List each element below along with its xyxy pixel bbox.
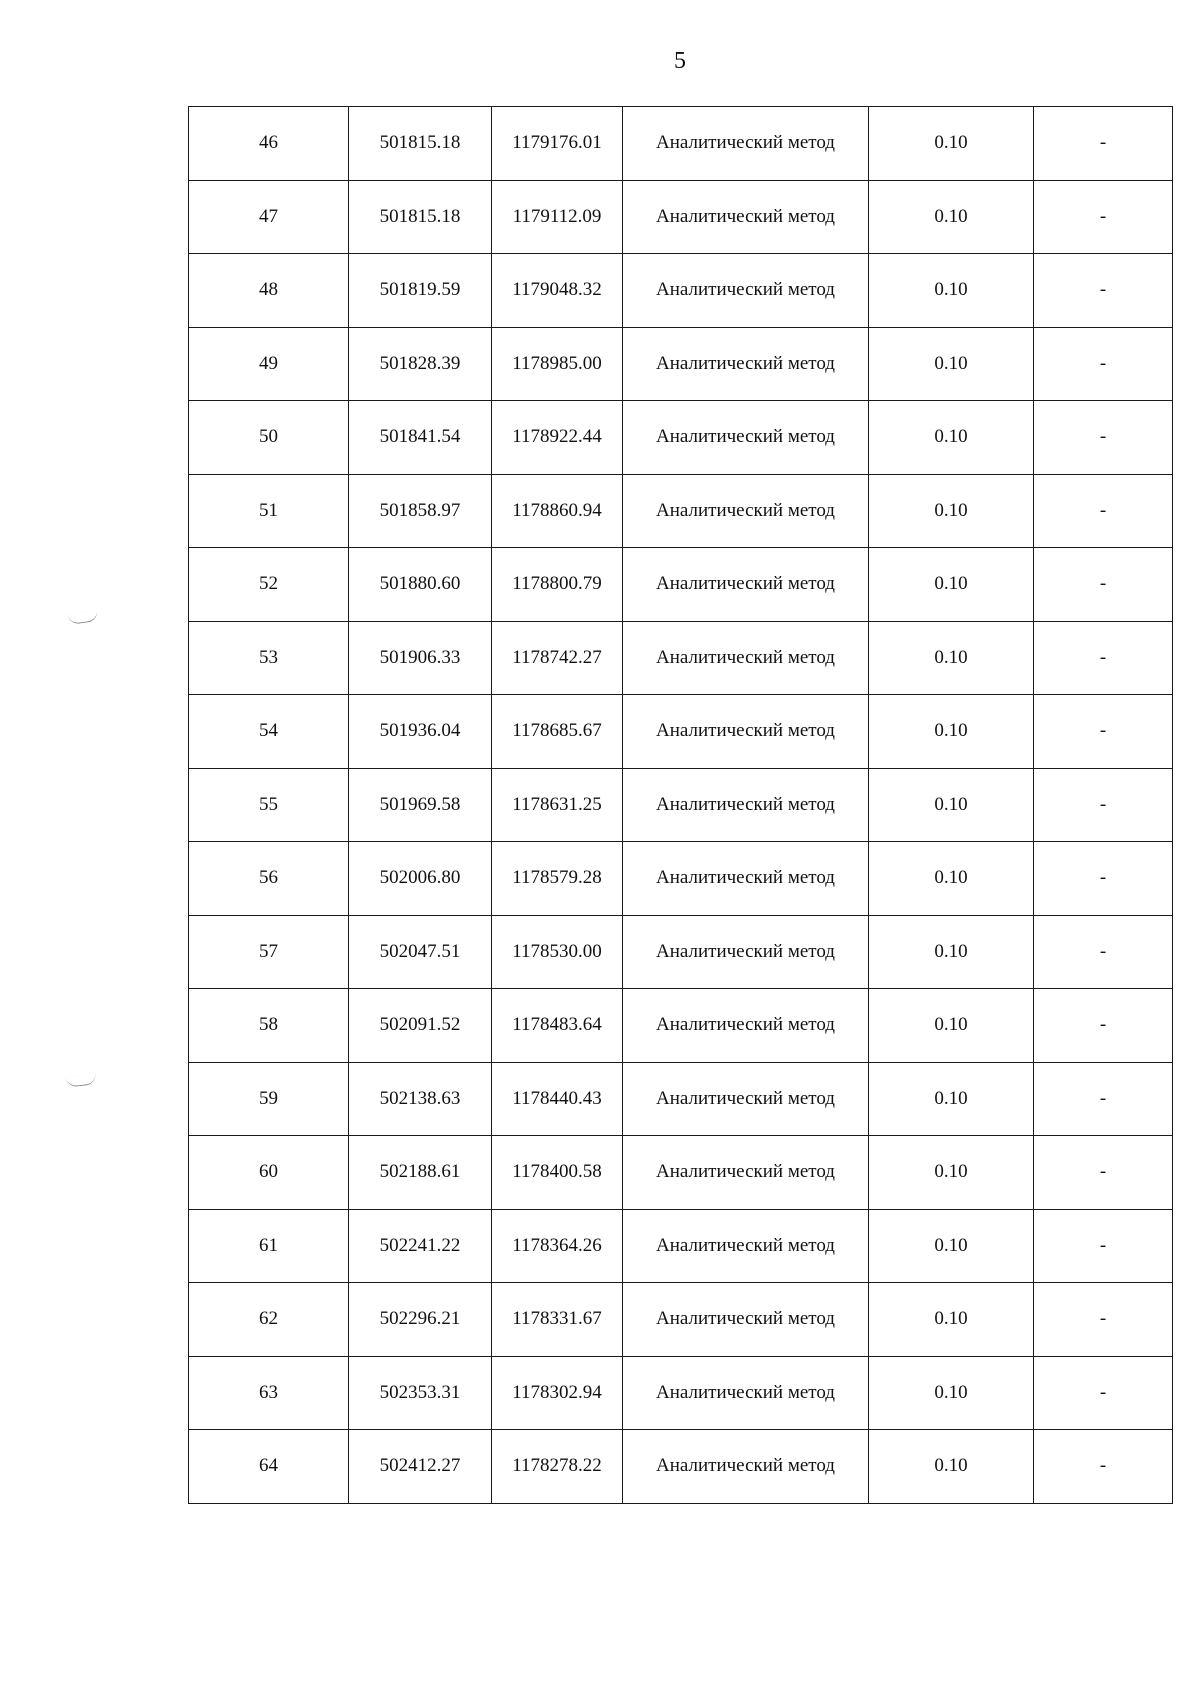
y-coordinate-cell: 1178631.25 xyxy=(492,768,623,842)
table-row xyxy=(189,1209,1173,1283)
accuracy-cell: 0.10 xyxy=(869,695,1034,769)
note-cell: - xyxy=(1034,107,1173,181)
table-row xyxy=(189,474,1173,548)
x-coordinate-cell: 501815.18 xyxy=(349,107,492,181)
y-coordinate-cell: 1178364.26 xyxy=(492,1209,623,1283)
method-cell: Аналитический метод xyxy=(623,107,869,181)
x-coordinate-cell: 501936.04 xyxy=(349,695,492,769)
x-coordinate-cell: 501828.39 xyxy=(349,327,492,401)
x-coordinate-cell: 502047.51 xyxy=(349,915,492,989)
accuracy-cell: 0.10 xyxy=(869,327,1034,401)
method-cell: Аналитический метод xyxy=(623,695,869,769)
table-row xyxy=(189,621,1173,695)
note-cell: - xyxy=(1034,254,1173,328)
y-coordinate-cell: 1178302.94 xyxy=(492,1356,623,1430)
x-coordinate-cell: 502138.63 xyxy=(349,1062,492,1136)
y-coordinate-cell: 1178331.67 xyxy=(492,1283,623,1357)
table-row xyxy=(189,842,1173,916)
note-cell: - xyxy=(1034,695,1173,769)
method-cell: Аналитический метод xyxy=(623,1136,869,1210)
x-coordinate-cell: 501858.97 xyxy=(349,474,492,548)
y-coordinate-cell: 1178278.22 xyxy=(492,1430,623,1504)
x-coordinate-cell: 501815.18 xyxy=(349,180,492,254)
page-number: 5 xyxy=(674,48,686,74)
point-number-cell: 55 xyxy=(189,768,349,842)
y-coordinate-cell: 1178985.00 xyxy=(492,327,623,401)
coordinates-table-container xyxy=(188,106,1172,1504)
point-number-cell: 47 xyxy=(189,180,349,254)
accuracy-cell: 0.10 xyxy=(869,1209,1034,1283)
y-coordinate-cell: 1178685.67 xyxy=(492,695,623,769)
point-number-cell: 46 xyxy=(189,107,349,181)
x-coordinate-cell: 501880.60 xyxy=(349,548,492,622)
note-cell: - xyxy=(1034,1356,1173,1430)
y-coordinate-cell: 1178530.00 xyxy=(492,915,623,989)
accuracy-cell: 0.10 xyxy=(869,548,1034,622)
method-cell: Аналитический метод xyxy=(623,768,869,842)
table-row xyxy=(189,989,1173,1063)
method-cell: Аналитический метод xyxy=(623,915,869,989)
table-row xyxy=(189,180,1173,254)
point-number-cell: 60 xyxy=(189,1136,349,1210)
x-coordinate-cell: 502188.61 xyxy=(349,1136,492,1210)
point-number-cell: 61 xyxy=(189,1209,349,1283)
note-cell: - xyxy=(1034,1136,1173,1210)
scan-mark xyxy=(67,610,98,625)
note-cell: - xyxy=(1034,1430,1173,1504)
x-coordinate-cell: 502296.21 xyxy=(349,1283,492,1357)
table-row xyxy=(189,327,1173,401)
coordinates-table xyxy=(188,106,1173,1504)
accuracy-cell: 0.10 xyxy=(869,401,1034,475)
table-row xyxy=(189,107,1173,181)
y-coordinate-cell: 1179176.01 xyxy=(492,107,623,181)
note-cell: - xyxy=(1034,621,1173,695)
point-number-cell: 50 xyxy=(189,401,349,475)
accuracy-cell: 0.10 xyxy=(869,107,1034,181)
table-row xyxy=(189,1062,1173,1136)
x-coordinate-cell: 501906.33 xyxy=(349,621,492,695)
point-number-cell: 49 xyxy=(189,327,349,401)
x-coordinate-cell: 502091.52 xyxy=(349,989,492,1063)
point-number-cell: 48 xyxy=(189,254,349,328)
y-coordinate-cell: 1178400.58 xyxy=(492,1136,623,1210)
x-coordinate-cell: 502412.27 xyxy=(349,1430,492,1504)
point-number-cell: 53 xyxy=(189,621,349,695)
note-cell: - xyxy=(1034,180,1173,254)
point-number-cell: 51 xyxy=(189,474,349,548)
table-row xyxy=(189,401,1173,475)
point-number-cell: 56 xyxy=(189,842,349,916)
y-coordinate-cell: 1178742.27 xyxy=(492,621,623,695)
accuracy-cell: 0.10 xyxy=(869,474,1034,548)
method-cell: Аналитический метод xyxy=(623,621,869,695)
table-row xyxy=(189,1356,1173,1430)
method-cell: Аналитический метод xyxy=(623,842,869,916)
y-coordinate-cell: 1178440.43 xyxy=(492,1062,623,1136)
accuracy-cell: 0.10 xyxy=(869,1430,1034,1504)
x-coordinate-cell: 502241.22 xyxy=(349,1209,492,1283)
accuracy-cell: 0.10 xyxy=(869,254,1034,328)
point-number-cell: 59 xyxy=(189,1062,349,1136)
method-cell: Аналитический метод xyxy=(623,1283,869,1357)
note-cell: - xyxy=(1034,327,1173,401)
scan-mark xyxy=(66,1073,97,1087)
method-cell: Аналитический метод xyxy=(623,1356,869,1430)
method-cell: Аналитический метод xyxy=(623,1209,869,1283)
point-number-cell: 52 xyxy=(189,548,349,622)
note-cell: - xyxy=(1034,1062,1173,1136)
method-cell: Аналитический метод xyxy=(623,180,869,254)
note-cell: - xyxy=(1034,768,1173,842)
method-cell: Аналитический метод xyxy=(623,254,869,328)
accuracy-cell: 0.10 xyxy=(869,842,1034,916)
table-row xyxy=(189,1283,1173,1357)
method-cell: Аналитический метод xyxy=(623,1430,869,1504)
point-number-cell: 62 xyxy=(189,1283,349,1357)
y-coordinate-cell: 1178922.44 xyxy=(492,401,623,475)
method-cell: Аналитический метод xyxy=(623,1062,869,1136)
x-coordinate-cell: 501819.59 xyxy=(349,254,492,328)
y-coordinate-cell: 1178579.28 xyxy=(492,842,623,916)
point-number-cell: 57 xyxy=(189,915,349,989)
accuracy-cell: 0.10 xyxy=(869,1356,1034,1430)
x-coordinate-cell: 502353.31 xyxy=(349,1356,492,1430)
accuracy-cell: 0.10 xyxy=(869,989,1034,1063)
point-number-cell: 54 xyxy=(189,695,349,769)
table-body xyxy=(189,107,1173,1504)
y-coordinate-cell: 1179048.32 xyxy=(492,254,623,328)
accuracy-cell: 0.10 xyxy=(869,1283,1034,1357)
accuracy-cell: 0.10 xyxy=(869,1136,1034,1210)
y-coordinate-cell: 1179112.09 xyxy=(492,180,623,254)
note-cell: - xyxy=(1034,842,1173,916)
method-cell: Аналитический метод xyxy=(623,474,869,548)
point-number-cell: 64 xyxy=(189,1430,349,1504)
accuracy-cell: 0.10 xyxy=(869,1062,1034,1136)
table-row xyxy=(189,695,1173,769)
x-coordinate-cell: 502006.80 xyxy=(349,842,492,916)
table-row xyxy=(189,254,1173,328)
method-cell: Аналитический метод xyxy=(623,327,869,401)
point-number-cell: 58 xyxy=(189,989,349,1063)
y-coordinate-cell: 1178860.94 xyxy=(492,474,623,548)
note-cell: - xyxy=(1034,1283,1173,1357)
note-cell: - xyxy=(1034,915,1173,989)
accuracy-cell: 0.10 xyxy=(869,768,1034,842)
table-row xyxy=(189,768,1173,842)
table-row xyxy=(189,915,1173,989)
note-cell: - xyxy=(1034,989,1173,1063)
point-number-cell: 63 xyxy=(189,1356,349,1430)
method-cell: Аналитический метод xyxy=(623,989,869,1063)
accuracy-cell: 0.10 xyxy=(869,915,1034,989)
x-coordinate-cell: 501969.58 xyxy=(349,768,492,842)
accuracy-cell: 0.10 xyxy=(869,621,1034,695)
method-cell: Аналитический метод xyxy=(623,548,869,622)
table-row xyxy=(189,1136,1173,1210)
note-cell: - xyxy=(1034,401,1173,475)
note-cell: - xyxy=(1034,1209,1173,1283)
y-coordinate-cell: 1178483.64 xyxy=(492,989,623,1063)
accuracy-cell: 0.10 xyxy=(869,180,1034,254)
table-row xyxy=(189,548,1173,622)
note-cell: - xyxy=(1034,474,1173,548)
x-coordinate-cell: 501841.54 xyxy=(349,401,492,475)
note-cell: - xyxy=(1034,548,1173,622)
method-cell: Аналитический метод xyxy=(623,401,869,475)
table-row xyxy=(189,1430,1173,1504)
y-coordinate-cell: 1178800.79 xyxy=(492,548,623,622)
